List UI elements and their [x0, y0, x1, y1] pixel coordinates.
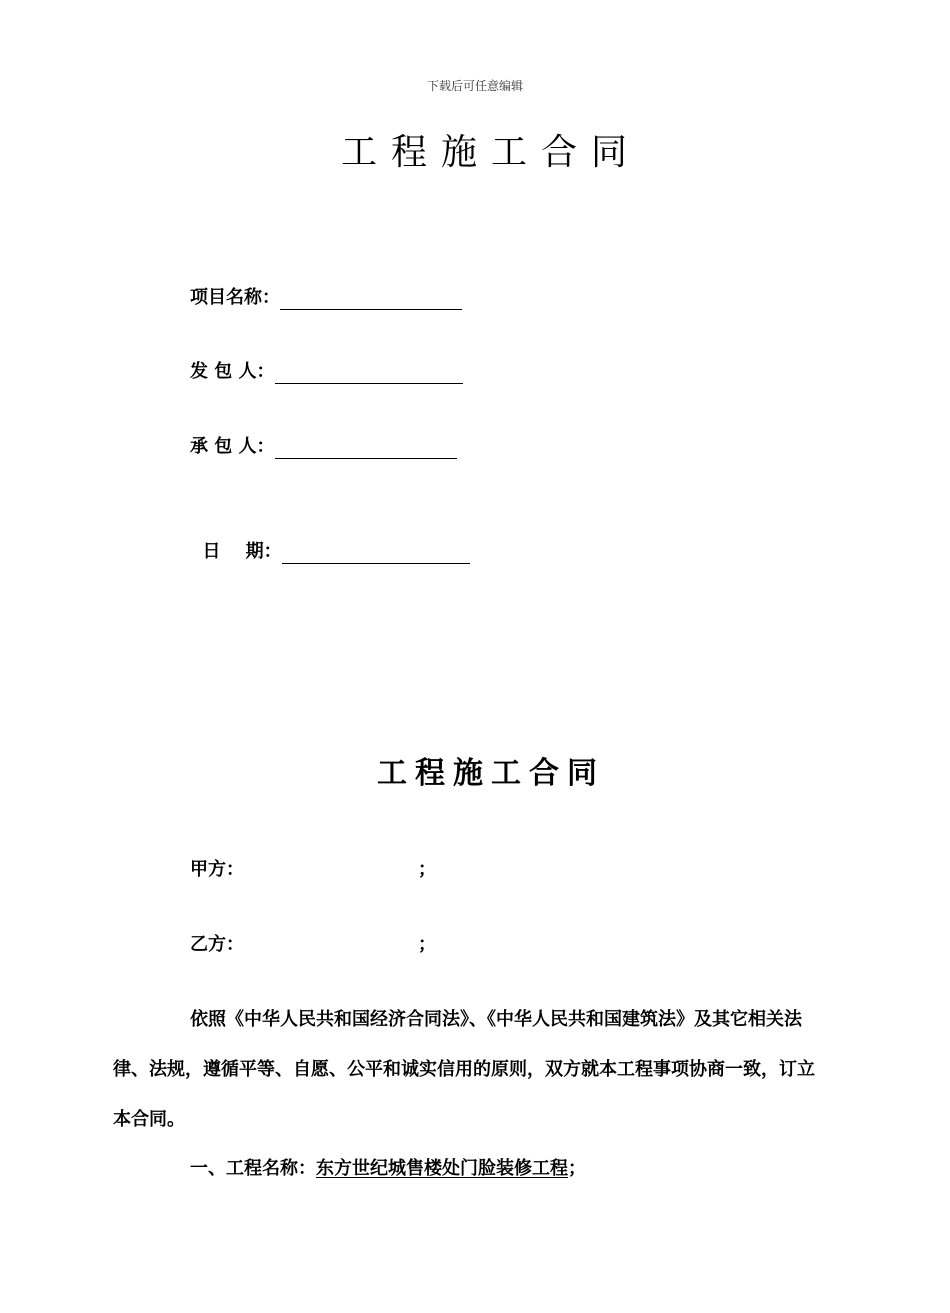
date-blank — [282, 541, 470, 564]
item-1-value: 东方世纪城售楼处门脸装修工程 — [316, 1158, 568, 1179]
intro-line-2: 律、法规，遵循平等、自愿、公平和诚实信用的原则，双方就本工程事项协商一致，订立 — [113, 1059, 815, 1080]
party-b-semicolon: ； — [418, 934, 436, 955]
project-name-field — [190, 283, 462, 313]
contractor-blank — [275, 436, 457, 459]
date-label: 日 期： — [202, 541, 282, 562]
header-note: 下载后可任意编辑 — [426, 79, 523, 93]
project-name-blank — [280, 287, 462, 310]
intro-line-3: 本合同。 — [113, 1109, 185, 1130]
party-a-label: 甲方： — [190, 859, 244, 880]
employer-field — [190, 357, 463, 387]
party-a-row — [190, 855, 436, 885]
contract-title: 工程施工合同 — [377, 756, 605, 791]
employer-label: 发 包 人： — [190, 361, 275, 382]
item-1-end: ； — [568, 1158, 586, 1179]
employer-blank — [275, 361, 463, 384]
project-name-label: 项目名称： — [190, 287, 280, 308]
date-field — [190, 507, 470, 562]
party-b-label: 乙方： — [190, 934, 244, 955]
cover-title: 工程施工合同 — [340, 132, 641, 173]
party-a-semicolon: ； — [418, 859, 436, 880]
contractor-label: 承 包 人： — [190, 436, 275, 457]
contractor-field — [190, 432, 457, 462]
item-1-project-name — [190, 1154, 586, 1184]
item-1-label: 一、工程名称： — [190, 1158, 316, 1179]
party-b-row — [190, 930, 436, 960]
intro-line-1: 依照《中华人民共和国经济合同法》、《中华人民共和国建筑法》及其它相关法 — [190, 1009, 802, 1030]
